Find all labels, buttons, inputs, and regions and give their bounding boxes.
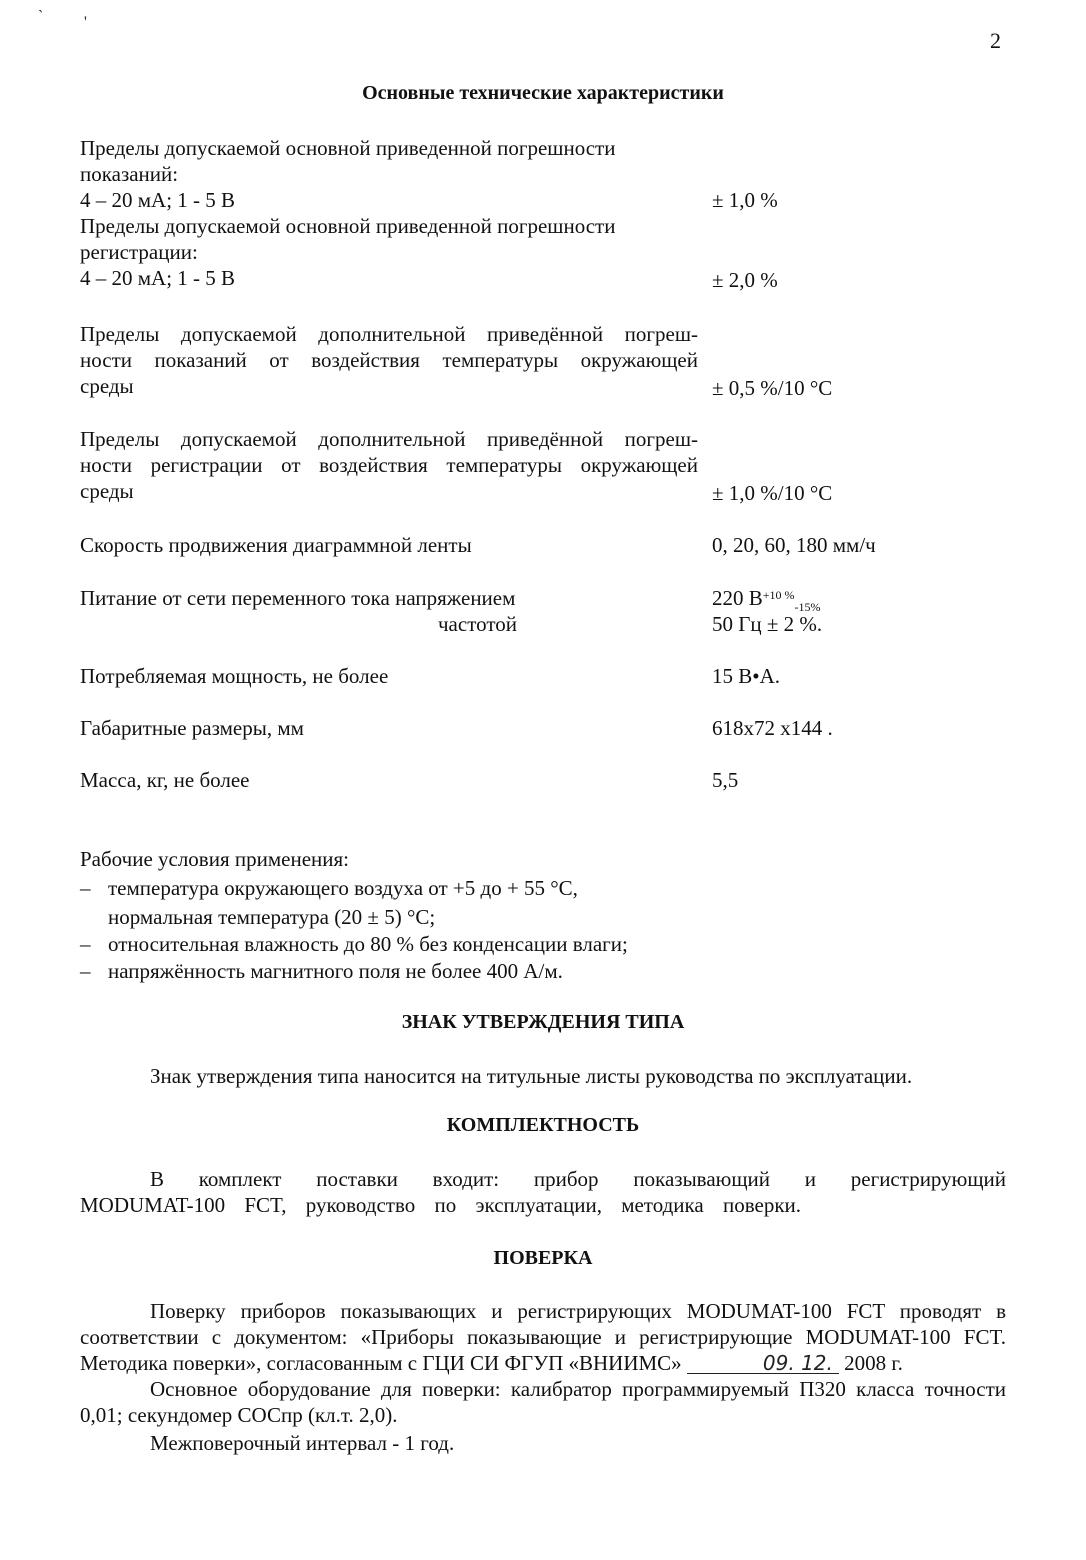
spec-label: 4 – 20 мА; 1 - 5 В: [80, 188, 236, 212]
spec-value: 618х72 х144 .: [712, 716, 833, 740]
voltage-base: 220 В: [712, 586, 763, 610]
spec-value: 50 Гц ± 2 %.: [712, 612, 823, 636]
spec-label: Скорость продвижения диаграммной ленты: [80, 533, 472, 557]
spec-label: частотой: [438, 612, 517, 636]
spec-label: Пределы допускаемой основной приведенной погрешности: [80, 214, 616, 238]
spec-label: ности регистрации от воздействия температуры окружающей: [80, 453, 698, 477]
spec-label: Масса, кг, не более: [80, 768, 250, 792]
condition-item-continued: нормальная температура (20 ± 5) °С;: [108, 905, 436, 929]
spec-label: Пределы допускаемой основной приведенной погрешности: [80, 136, 616, 160]
spec-value: ± 2,0 %: [712, 268, 778, 292]
verification-title: ПОВЕРКА: [493, 1247, 593, 1269]
condition-item: – температура окружающего воздуха от +5 до + 55 °С,: [80, 876, 578, 900]
verification-interval: Межповерочный интервал - 1 год.: [150, 1431, 455, 1455]
specs-title: Основные технические характеристики: [362, 82, 724, 104]
scan-mark: ': [84, 14, 87, 31]
spec-label: Габаритные размеры, мм: [80, 716, 304, 740]
spec-label: Пределы допускаемой дополнительной приведённой погреш-: [80, 427, 698, 451]
voltage-tolerance-plus: +10 %: [762, 588, 795, 602]
page-number: 2: [990, 28, 1001, 53]
spec-label: показаний:: [80, 162, 179, 186]
conditions-heading: Рабочие условия применения:: [80, 847, 349, 871]
verification-paragraph: Поверку приборов показывающих и регистрирующих MODUMAT-100 FCT проводят в соответствии с документом: «Приборы показывающие и регистрирующие MODUMAT-100 FCT. Методика поверки», согласованным с ГЦИ СИ ФГУП «ВНИИМС» 09. 12. 2008 г.: [80, 1299, 1006, 1375]
spec-value: 0, 20, 60, 180 мм/ч: [712, 533, 876, 557]
completeness-text: В комплект поставки входит: прибор показывающий и регистрирующий MODUMAT-100 FCT, руководство по эксплуатации, методика поверки.: [80, 1167, 1006, 1217]
spec-label: 4 – 20 мА; 1 - 5 В: [80, 266, 236, 290]
type-mark-title: ЗНАК УТВЕРЖДЕНИЯ ТИПА: [401, 1011, 685, 1033]
spec-value: ± 1,0 %: [712, 188, 778, 212]
completeness-title: КОМПЛЕКТНОСТЬ: [446, 1114, 640, 1136]
verification-equipment: Основное оборудование для поверки: калибратор программируемый П320 класса точности 0,01; секундомер СОСпр (кл.т. 2,0).: [80, 1377, 1006, 1427]
spec-value: ± 0,5 %/10 °C: [712, 376, 833, 400]
spec-value: 15 В•А.: [712, 664, 781, 688]
spec-label: ности показаний от воздействия температуры окружающей: [80, 348, 698, 372]
spec-label: Питание от сети переменного тока напряжением: [80, 586, 516, 610]
condition-item: – относительная влажность до 80 % без конденсации влаги;: [80, 932, 628, 956]
spec-label: регистрации:: [80, 240, 198, 264]
dash: –: [80, 876, 91, 900]
type-mark-text: Знак утверждения типа наносится на титульные листы руководства по эксплуатации.: [150, 1064, 913, 1088]
dash: –: [80, 959, 91, 983]
condition-item: – напряжённость магнитного поля не более 400 А/м.: [80, 959, 563, 983]
spec-label: среды: [80, 479, 134, 503]
spec-label: Потребляемая мощность, не более: [80, 664, 389, 688]
spec-label: Пределы допускаемой дополнительной приведённой погреш-: [80, 322, 698, 346]
spec-value: 5,5: [712, 768, 739, 792]
scan-mark: `: [38, 8, 44, 25]
dash: –: [80, 932, 91, 956]
handwritten-date: 09. 12.: [687, 1353, 839, 1374]
spec-value: ± 1,0 %/10 °C: [712, 481, 833, 505]
voltage-tolerance-minus: -15%: [794, 600, 821, 614]
spec-value: [712, 585, 821, 614]
spec-label: среды: [80, 374, 134, 398]
